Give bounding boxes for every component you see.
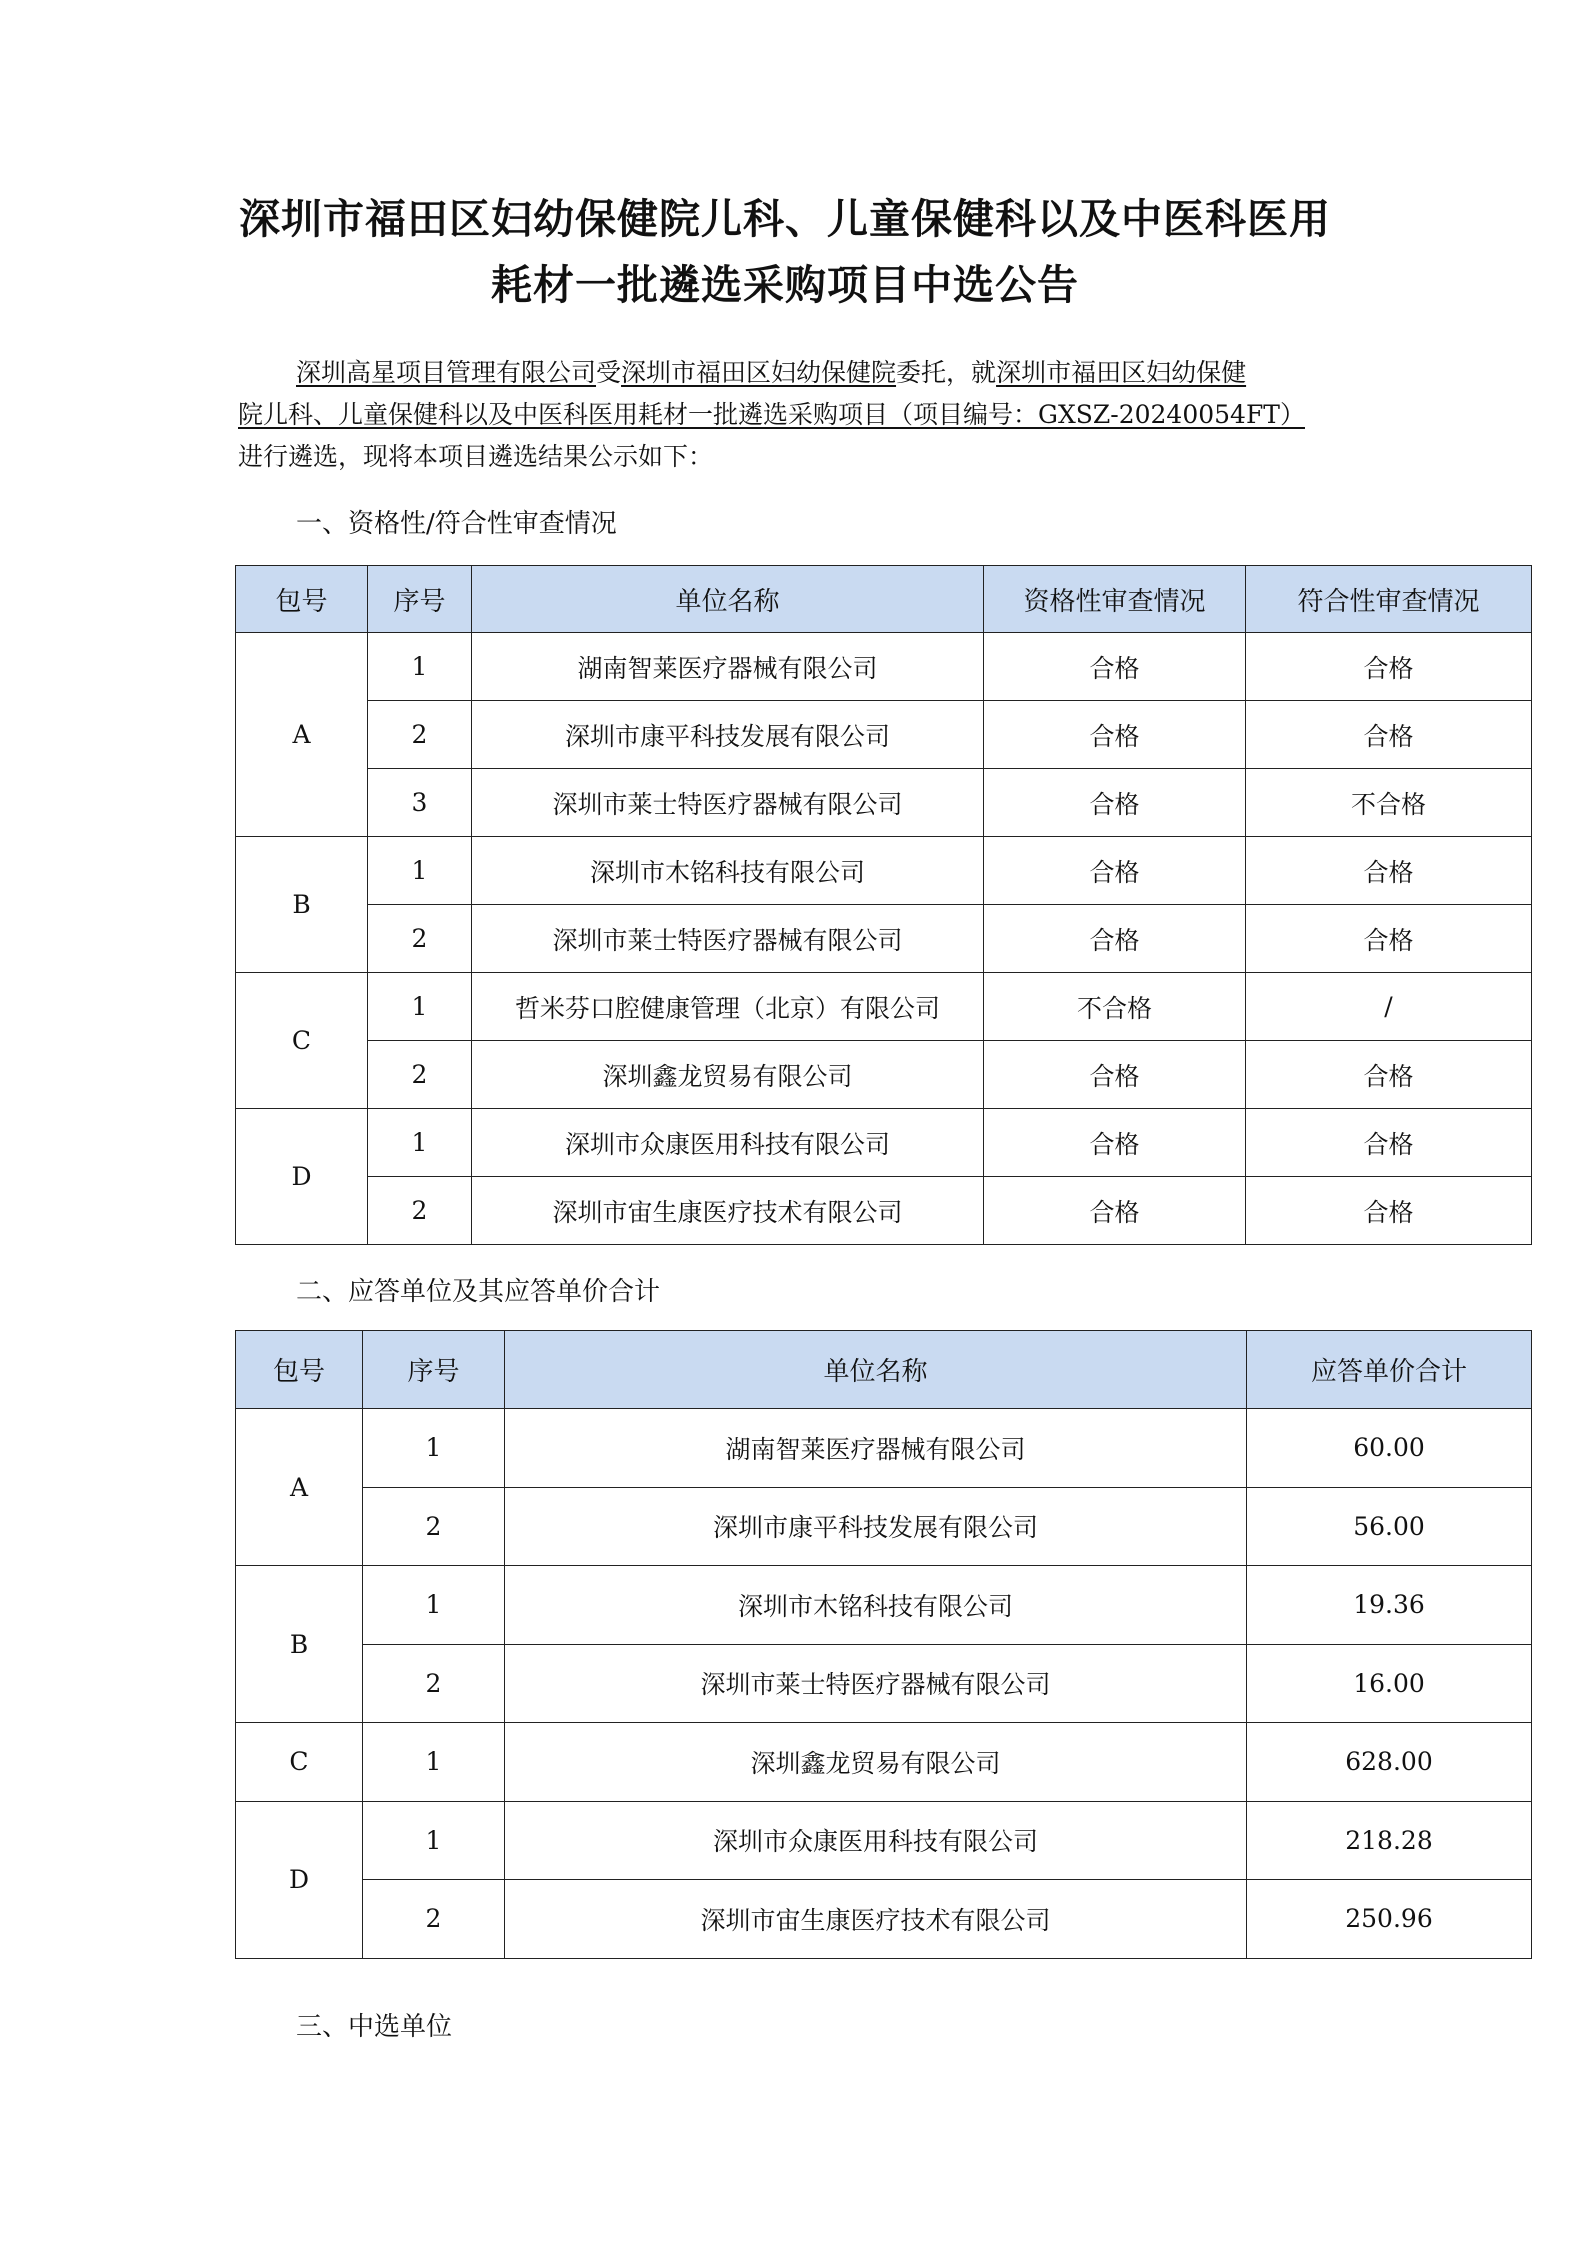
row-number: 2 [363,1487,505,1566]
company-name: 深圳市康平科技发展有限公司 [472,701,984,769]
row-number: 2 [363,1880,505,1959]
table-row [236,973,1532,1041]
col-header-qualification: 资格性审查情况 [984,566,1246,633]
table-row [236,905,1532,973]
price-total: 218.28 [1247,1801,1532,1880]
package-cell: D [236,1801,363,1958]
agency-name: 深圳高星项目管理有限公司 [296,358,597,387]
table-row [236,701,1532,769]
table-row [236,1041,1532,1109]
table-row [236,1644,1532,1723]
price-total: 60.00 [1247,1409,1532,1488]
qualification-result: 合格 [984,769,1246,837]
col-header-no: 序号 [368,566,472,633]
company-name: 深圳市莱士特医疗器械有限公司 [472,769,984,837]
conformity-result: 合格 [1246,1041,1532,1109]
client-name: 深圳市福田区妇幼保健院 [621,358,897,387]
qualification-result: 合格 [984,905,1246,973]
review-table [235,565,1532,1245]
qualification-result: 合格 [984,1109,1246,1177]
package-cell: B [236,1566,363,1723]
qualification-result: 合格 [984,633,1246,701]
qualification-result: 合格 [984,1177,1246,1245]
section3-heading: 三、中选单位 [296,2012,453,2042]
table-row [236,1566,1532,1645]
row-number: 1 [368,633,472,701]
table-row [236,1109,1532,1177]
row-number: 1 [363,1723,505,1802]
row-number: 3 [368,769,472,837]
table-row [236,837,1532,905]
review-table-header [236,566,1532,633]
intro-text-1: 受 [596,358,622,387]
row-number: 1 [368,837,472,905]
package-cell: D [236,1109,368,1245]
price-table-header [236,1331,1532,1409]
page-title [220,186,1350,318]
company-name: 湖南智莱医疗器械有限公司 [472,633,984,701]
conformity-result: 不合格 [1246,769,1532,837]
intro-text-2: 委托，就 [896,358,997,387]
package-cell: C [236,1723,363,1802]
company-name: 深圳市众康医用科技有限公司 [472,1109,984,1177]
package-cell: A [236,1409,363,1566]
section2-heading: 二、应答单位及其应答单价合计 [296,1277,661,1307]
row-number: 2 [368,1177,472,1245]
row-number: 2 [368,701,472,769]
title-line-2: 耗材一批遴选采购项目中选公告 [491,261,1079,309]
row-number: 1 [363,1566,505,1645]
table-row [236,1801,1532,1880]
qualification-result: 合格 [984,837,1246,905]
company-name: 哲米芬口腔健康管理（北京）有限公司 [472,973,984,1041]
col-header-price: 应答单价合计 [1247,1331,1532,1409]
company-name: 深圳市宙生康医疗技术有限公司 [505,1880,1247,1959]
col-header-name: 单位名称 [472,566,984,633]
row-number: 1 [363,1409,505,1488]
row-number: 1 [368,1109,472,1177]
price-total: 16.00 [1247,1644,1532,1723]
table-row [236,1177,1532,1245]
package-cell: C [236,973,368,1109]
project-name-part1: 深圳市福田区妇幼保健 [996,358,1247,387]
company-name: 深圳市木铭科技有限公司 [505,1566,1247,1645]
qualification-result: 不合格 [984,973,1246,1041]
col-header-no: 序号 [363,1331,505,1409]
intro-paragraph [238,352,1350,478]
company-name: 深圳市宙生康医疗技术有限公司 [472,1177,984,1245]
price-total: 56.00 [1247,1487,1532,1566]
conformity-result: 合格 [1246,633,1532,701]
conformity-result: / [1246,973,1532,1041]
price-total: 19.36 [1247,1566,1532,1645]
table-row [236,769,1532,837]
project-name-part2: 院儿科、儿童保健科以及中医科医用耗材一批遴选采购项目（项目编号：GXSZ-20240054FT） [238,400,1305,429]
row-number: 2 [368,1041,472,1109]
col-header-name: 单位名称 [505,1331,1247,1409]
conformity-result: 合格 [1246,905,1532,973]
row-number: 1 [368,973,472,1041]
company-name: 深圳市莱士特医疗器械有限公司 [505,1644,1247,1723]
intro-text-3: 进行遴选，现将本项目遴选结果公示如下： [238,442,714,471]
row-number: 2 [363,1644,505,1723]
title-line-1: 深圳市福田区妇幼保健院儿科、儿童保健科以及中医科医用 [239,195,1331,243]
company-name: 深圳市木铭科技有限公司 [472,837,984,905]
price-total: 628.00 [1247,1723,1532,1802]
table-row [236,1723,1532,1802]
company-name: 深圳市众康医用科技有限公司 [505,1801,1247,1880]
col-header-conformity: 符合性审查情况 [1246,566,1532,633]
package-cell: A [236,633,368,837]
section1-heading: 一、资格性/符合性审查情况 [296,509,617,539]
company-name: 湖南智莱医疗器械有限公司 [505,1409,1247,1488]
row-number: 1 [363,1801,505,1880]
table-row [236,1880,1532,1959]
col-header-pkg: 包号 [236,566,368,633]
company-name: 深圳市莱士特医疗器械有限公司 [472,905,984,973]
package-cell: B [236,837,368,973]
conformity-result: 合格 [1246,1177,1532,1245]
row-number: 2 [368,905,472,973]
company-name: 深圳鑫龙贸易有限公司 [505,1723,1247,1802]
qualification-result: 合格 [984,1041,1246,1109]
conformity-result: 合格 [1246,701,1532,769]
price-total: 250.96 [1247,1880,1532,1959]
company-name: 深圳鑫龙贸易有限公司 [472,1041,984,1109]
table-row [236,633,1532,701]
table-row [236,1409,1532,1488]
company-name: 深圳市康平科技发展有限公司 [505,1487,1247,1566]
qualification-result: 合格 [984,701,1246,769]
table-row [236,1487,1532,1566]
price-table [235,1330,1532,1959]
conformity-result: 合格 [1246,837,1532,905]
conformity-result: 合格 [1246,1109,1532,1177]
col-header-pkg: 包号 [236,1331,363,1409]
